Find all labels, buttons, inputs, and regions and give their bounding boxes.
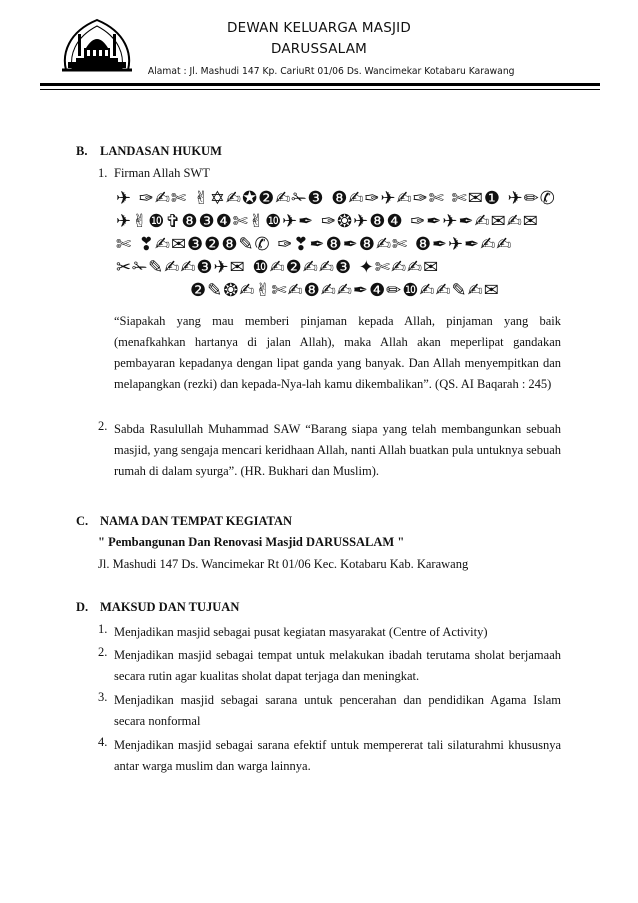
section-b-letter: B. [76,144,88,158]
letterhead-thin-rule [40,89,600,90]
section-d-item-3-text: Menjadikan masjid sebagai sarana untuk pencerahan dan pendidikan Agama Islam secara nonformal [114,693,561,728]
activity-name: " Pembangunan Dan Renovasi Masjid DARUSSALAM " [98,535,405,549]
arabic-verse-line-4: ✂✁✎✍✍❸✈✉ ❿✍❷✍✍❸ ✦✄✍✍✉ [116,257,440,278]
section-b-item-2-number [98,419,114,434]
item-number: 2. [98,419,108,433]
arabic-verse-line-5: ❷✎❂✍✌✄✍❽✍✍✒❹✏❿✍✍✎✍✉ [190,280,500,301]
org-name-line1: DEWAN KELUARGA MASJID [227,20,411,36]
letterhead-thick-rule [40,83,600,86]
hadith-text: Sabda Rasulullah Muhammad SAW “Barang siapa yang telah membangunkan sebuah masjid, yang sengaja mencari keridhaan Allah, nanti Allah buatkan pula untuknya sebuah rumah di dalam syurga”. (HR. Bukhari dan Muslim). [114,422,561,478]
section-d-item-2-text: Menjadikan masjid sebagai tempat untuk melakukan ibadah terutama sholat berjamaah secara rutin agar kualitas sholat dapat terjaga dan meningkat. [114,648,561,683]
org-address: Alamat : Jl. Mashudi 147 Kp. CariuRt 01/06 Ds. Wancimekar Kotabaru Karawang [147,66,515,77]
verse-translation: “Siapakah yang mau memberi pinjaman kepada Allah, pinjaman yang baik (menafkahkan hartanya di jalan Allah), maka Allah akan meperlipat gandakan pembayaran kepadanya dengan lipat ganda yang banyak. Dan Allah menyempitkan dan melapangkan (rezki) dan kepada-Nya-lah kamu dikembalikan”. (QS. AI Baqarah : 245) [114,314,561,391]
arabic-verse-line-1: ✈ ✑✍✄ ✌✡✍✪❷✍✁❸ ❽✍✑✈✍✑✄ ✄✉❶ ✈✏✆ [116,188,556,209]
section-d-item-1-number [98,622,114,637]
section-d-item-3-number [98,690,114,705]
section-c-letter: C. [76,514,89,528]
section-b-heading [76,144,222,159]
section-d-item-4-number [98,735,114,750]
section-d-item-1-text: Menjadikan masjid sebagai pusat kegiatan masyarakat (Centre of Activity) [114,625,488,639]
arabic-verse-line-2: ✈✌❿✞❽❸❹✄✌❿✈✒ ✑❂✈❽❹ ✑✒✈✒✍✉✍✉ [116,211,539,232]
item-number: 2. [98,645,108,659]
activity-address: Jl. Mashudi 147 Ds. Wancimekar Rt 01/06 Kec. Kotabaru Kab. Karawang [98,557,469,571]
section-c-title: NAMA DAN TEMPAT KEGIATAN [100,514,293,528]
section-c-heading [76,514,292,529]
section-d-letter: D. [76,600,89,614]
section-b-title: LANDASAN HUKUM [100,144,222,158]
section-d-item-4-text: Menjadikan masjid sebagai sarana efektif untuk mempererat tali silaturahmi khususnya antar warga muslim dan warga lainnya. [114,738,561,773]
org-name-line2: DARUSSALAM [271,41,367,57]
section-d-item-2-number [98,645,114,660]
section-b-item-1 [98,166,210,181]
arabic-verse-line-3: ✄ ❣✍✉❸❷❽✎✆ ✑❣✒❽✒❽✍✄ ❽✒✈✒✍✍ [116,234,513,255]
item-number: 1. [98,166,108,180]
section-d-heading [76,600,239,615]
item-number: 1. [98,622,108,636]
item-label: Firman Allah SWT [114,166,210,180]
section-d-title: MAKSUD DAN TUJUAN [100,600,240,614]
item-number: 3. [98,690,108,704]
item-number: 4. [98,735,108,749]
